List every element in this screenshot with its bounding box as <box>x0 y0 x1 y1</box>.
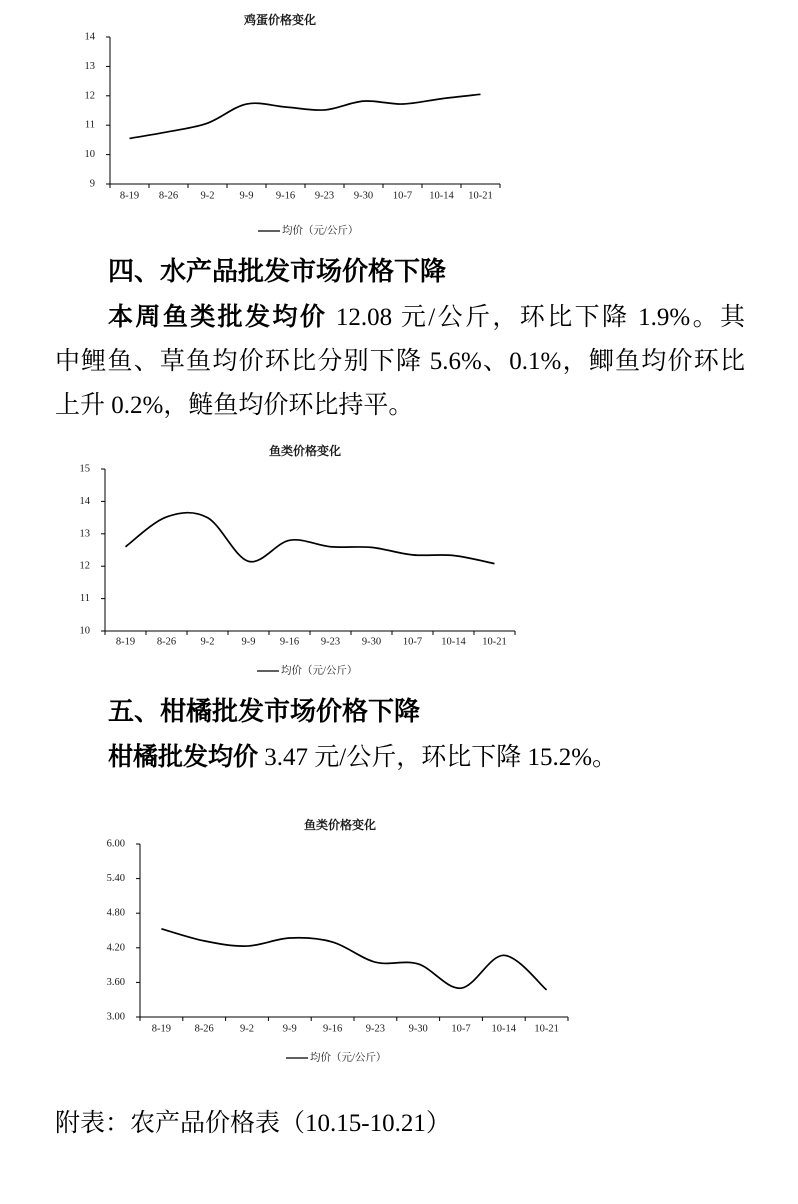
data-point <box>452 554 455 557</box>
section-heading-aquatic: 四、水产品批发市场价格下降 <box>108 257 447 287</box>
x-tick-label: 8-26 <box>158 190 179 202</box>
data-point <box>440 97 443 100</box>
x-tick-label: 9-9 <box>239 190 254 202</box>
data-point <box>206 516 209 519</box>
y-tick-label: 12 <box>84 90 95 102</box>
chart-title: 鱼类价格变化 <box>268 444 342 458</box>
y-tick-label: 5.40 <box>106 873 125 885</box>
paragraph-lead: 本周鱼类批发均价 <box>108 304 328 331</box>
data-point <box>160 927 163 930</box>
x-tick-label: 10-7 <box>402 636 423 648</box>
y-tick-label: 11 <box>84 119 95 131</box>
data-point <box>460 987 463 990</box>
data-point <box>288 539 291 542</box>
legend-label: 均价（元/公斤） <box>281 665 358 677</box>
chart-title: 鸡蛋价格变化 <box>243 13 317 27</box>
x-tick-label: 10-21 <box>482 636 507 648</box>
y-tick-label: 10 <box>79 625 90 637</box>
fish-price-chart <box>0 438 798 683</box>
paragraph-line-1 <box>108 296 745 340</box>
x-tick-label: 9-30 <box>408 1023 428 1035</box>
legend-label: 均价（元/公斤） <box>310 1052 387 1064</box>
paragraph-line-3: 上升 0.2%，鲢鱼均价环比持平。 <box>55 392 414 419</box>
x-tick-label: 8-19 <box>119 190 140 202</box>
paragraph-text: 12.08 元/公斤，环比下降 1.9%。其 <box>327 304 745 331</box>
x-tick-label: 10-21 <box>468 190 493 202</box>
egg-price-chart <box>0 0 798 248</box>
data-point <box>545 988 548 991</box>
citrus-price-chart <box>0 808 798 1070</box>
data-point <box>284 105 287 108</box>
x-tick-label: 8-19 <box>115 636 136 648</box>
data-point <box>323 108 326 111</box>
y-tick-label: 9 <box>89 178 95 190</box>
y-tick-label: 14 <box>84 31 95 43</box>
data-point <box>288 936 291 939</box>
series-line <box>161 929 546 990</box>
data-point <box>493 562 496 565</box>
x-tick-label: 9-2 <box>240 1023 254 1035</box>
y-tick-label: 15 <box>79 463 90 475</box>
paragraph-text: 3.47 元/公斤，环比下降 15.2%。 <box>258 744 618 771</box>
y-tick-label: 4.20 <box>106 942 125 954</box>
data-point <box>124 545 127 548</box>
data-point <box>128 137 131 140</box>
paragraph-line-2: 中鲤鱼、草鱼均价环比分别下降 5.6%、0.1%，鲫鱼均价环比 <box>55 348 745 375</box>
series-line <box>130 94 481 138</box>
data-point <box>329 545 332 548</box>
y-tick-label: 14 <box>79 495 90 507</box>
data-point <box>167 130 170 133</box>
y-tick-label: 4.80 <box>106 907 125 919</box>
data-point <box>206 122 209 125</box>
x-tick-label: 10-7 <box>392 190 413 202</box>
legend-label: 均价（元/公斤） <box>282 225 359 237</box>
x-tick-label: 9-23 <box>365 1023 386 1035</box>
appendix-caption: 附表：农产品价格表（10.15-10.21） <box>55 1110 451 1137</box>
x-tick-label: 9-16 <box>275 190 296 202</box>
data-point <box>203 939 206 942</box>
data-point <box>502 954 505 957</box>
y-tick-label: 6.00 <box>106 838 125 850</box>
data-point <box>331 941 334 944</box>
x-tick-label: 10-21 <box>534 1023 559 1035</box>
data-point <box>362 100 365 103</box>
y-tick-label: 13 <box>79 528 90 540</box>
x-tick-label: 8-26 <box>156 636 177 648</box>
data-point <box>411 553 414 556</box>
data-point <box>370 546 373 549</box>
y-tick-label: 12 <box>79 560 90 572</box>
x-tick-label: 9-16 <box>322 1023 343 1035</box>
y-tick-label: 13 <box>84 60 95 72</box>
x-tick-label: 10-14 <box>429 190 454 202</box>
x-tick-label: 9-9 <box>282 1023 297 1035</box>
data-point <box>401 103 404 106</box>
x-tick-label: 9-2 <box>200 636 215 648</box>
data-point <box>247 560 250 563</box>
data-point <box>246 945 249 948</box>
chart-title: 鱼类价格变化 <box>303 818 377 832</box>
citrus-paragraph <box>108 736 617 780</box>
x-tick-label: 9-30 <box>353 190 374 202</box>
x-tick-label: 9-30 <box>361 636 382 648</box>
data-point <box>417 962 420 965</box>
data-point <box>245 103 248 106</box>
y-tick-label: 3.00 <box>106 1011 125 1023</box>
x-tick-label: 8-26 <box>194 1023 214 1035</box>
data-point <box>479 93 482 96</box>
y-tick-label: 3.60 <box>106 976 125 988</box>
section-heading-citrus: 五、柑橘批发市场价格下降 <box>108 697 421 727</box>
y-tick-label: 10 <box>84 149 95 161</box>
x-tick-label: 9-23 <box>314 190 335 202</box>
x-tick-label: 10-14 <box>441 636 466 648</box>
data-point <box>374 961 377 964</box>
x-tick-label: 9-16 <box>279 636 300 648</box>
y-tick-label: 11 <box>79 593 90 605</box>
series-line <box>126 513 495 564</box>
x-tick-label: 9-23 <box>320 636 341 648</box>
x-tick-label: 8-19 <box>151 1023 172 1035</box>
paragraph-lead: 柑橘批发均价 <box>108 744 259 771</box>
data-point <box>165 515 168 518</box>
x-tick-label: 10-14 <box>491 1023 517 1035</box>
x-tick-label: 9-2 <box>200 190 215 202</box>
x-tick-label: 9-9 <box>241 636 256 648</box>
x-tick-label: 10-7 <box>451 1023 471 1035</box>
